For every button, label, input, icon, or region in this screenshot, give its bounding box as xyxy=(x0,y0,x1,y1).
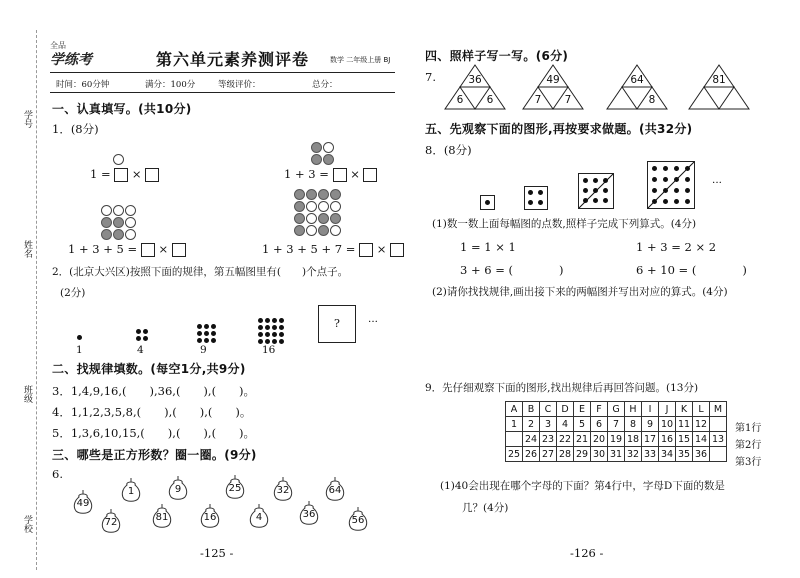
q6-label: 6. xyxy=(52,467,63,481)
subject-info: 数学 二年级上册 BJ xyxy=(330,56,391,64)
times-sign: × xyxy=(350,167,360,181)
grade-eval: 等级评价： xyxy=(218,80,261,90)
margin-label-school: 学校 xyxy=(22,515,32,533)
triangle-right-value: 7 xyxy=(564,94,572,106)
page-title: 第六单元素养测评卷 xyxy=(156,50,310,69)
q8-ellipsis: ··· xyxy=(712,177,723,189)
answer-box[interactable] xyxy=(172,243,186,257)
pear-value: 9 xyxy=(174,484,182,495)
answer-box[interactable] xyxy=(145,168,159,182)
brand-main: 学练考 xyxy=(50,52,92,68)
q2-text: 2．(北京大兴区)按照下面的规律，第五幅图里有( )个点子。 xyxy=(52,266,349,278)
q3-text: 3．1,4,9,16,( ),36,( ),( )。 xyxy=(52,384,256,398)
page-number-right: -126 - xyxy=(570,546,604,560)
q8-part2: (2)请你找找规律,画出接下来的两幅图并写出对应的算式。(4分) xyxy=(432,286,728,298)
pear-number[interactable] xyxy=(298,500,320,526)
brand-logo xyxy=(50,40,106,66)
triangle-left-value: 6 xyxy=(456,94,464,106)
answer-box[interactable] xyxy=(390,243,404,257)
section2-title: 二、找规律填数。(每空1分,共9分) xyxy=(52,362,246,376)
q1-label: 1．(8分) xyxy=(52,122,99,136)
margin-label-class: 班级 xyxy=(22,385,32,403)
table-row: 1 2 3 4 5 6 7 8 9 10 11 12 xyxy=(506,417,727,432)
triangle-top-value: 81 xyxy=(712,74,726,86)
header-rule xyxy=(50,72,395,73)
dot-square-2 xyxy=(524,186,548,210)
pear-value: 4 xyxy=(255,512,263,523)
formula-b-text: 1 + 3 = xyxy=(284,167,329,181)
q9-part1-cont: 几？(4分) xyxy=(462,502,509,514)
q8-part1: (1)数一数上面每幅图的点数,照样子完成下列算式。(4分) xyxy=(432,218,697,230)
triangle-shape xyxy=(688,64,750,110)
q2-answer-box[interactable] xyxy=(318,305,356,343)
letter-number-table xyxy=(505,401,727,462)
answer-box[interactable] xyxy=(363,168,377,182)
pear-number[interactable] xyxy=(324,476,346,502)
pear-number[interactable] xyxy=(167,475,189,501)
q2-points: (2分) xyxy=(60,287,86,299)
triangle-top-value: 64 xyxy=(630,74,644,86)
dot-empty xyxy=(113,154,124,165)
row-label: 第3行 xyxy=(735,457,762,468)
answer-box[interactable] xyxy=(114,168,128,182)
brand-top: 全品 xyxy=(50,41,66,50)
q1-formula-b xyxy=(284,167,377,182)
number-triangle xyxy=(522,64,584,110)
formula-a-text: 1 = xyxy=(90,167,111,181)
section5-title: 五、先观察下面的图形,再按要求做题。(共32分) xyxy=(425,122,693,136)
pear-number[interactable] xyxy=(120,477,142,503)
triangle-top-value: 49 xyxy=(546,74,560,86)
question-mark: ? xyxy=(334,317,340,330)
full-score: 满分：100分 xyxy=(145,80,196,90)
margin-label-student-id: 学号 xyxy=(22,110,32,128)
q1-formula-a xyxy=(90,167,159,182)
q9-part1: (1)40会出现在哪个字母的下面？第4行中，字母D下面的数是 xyxy=(440,480,725,492)
section1-title: 一、认真填写。(共10分) xyxy=(52,102,192,116)
q5-text: 5．1,3,6,10,15,( ),( ),( )。 xyxy=(52,426,256,440)
pear-number[interactable] xyxy=(199,503,221,529)
table-row: 25 26 27 28 29 30 31 32 33 34 35 36 xyxy=(506,447,727,462)
answer-box[interactable] xyxy=(141,243,155,257)
dot-square-4 xyxy=(647,161,695,209)
q1-formula-c xyxy=(68,242,186,257)
pear-value: 16 xyxy=(203,512,217,523)
dot-label: 4 xyxy=(137,344,144,356)
times-sign: × xyxy=(376,242,387,256)
margin-label-name: 姓名 xyxy=(22,240,32,258)
header-rule-bottom xyxy=(50,92,395,93)
dot-label: 16 xyxy=(262,344,276,356)
pear-value: 1 xyxy=(127,486,135,497)
table-row: 24 23 22 21 20 19 18 17 16 15 14 13 xyxy=(506,432,727,447)
q9-label: 9．先仔细观察下面的图形,找出规律后再回答问题。(13分) xyxy=(425,382,699,394)
diagonal-line xyxy=(579,174,613,208)
section3-title: 三、哪些是正方形数？圈一圈。(9分) xyxy=(52,448,257,462)
pear-value: 32 xyxy=(276,485,290,496)
triangle-top-value: 36 xyxy=(468,74,482,86)
time-limit: 时间：60分钟 xyxy=(56,80,110,90)
number-triangle xyxy=(444,64,506,110)
pear-number[interactable] xyxy=(224,474,246,500)
dot-label: 1 xyxy=(76,344,83,356)
pear-number[interactable] xyxy=(100,508,122,534)
row-label: 第2行 xyxy=(735,440,762,451)
pear-value: 36 xyxy=(302,509,316,520)
section4-title: 四、照样子写一写。(6分) xyxy=(425,49,569,63)
pear-number[interactable] xyxy=(151,503,173,529)
times-sign: × xyxy=(158,242,169,256)
total-score: 总分： xyxy=(312,80,338,90)
pear-value: 64 xyxy=(328,485,342,496)
table-header-row: A B C D E F G H I J K L M xyxy=(506,402,727,417)
dot-square-3 xyxy=(578,173,614,209)
row-label: 第1行 xyxy=(735,423,762,434)
page-number-left: -125 - xyxy=(200,546,234,560)
pear-number[interactable] xyxy=(347,506,369,532)
pear-number[interactable] xyxy=(272,476,294,502)
answer-box[interactable] xyxy=(359,243,373,257)
q1-formula-d xyxy=(262,242,404,257)
triangle-right-value: 6 xyxy=(486,94,494,106)
number-triangle xyxy=(688,64,750,110)
pear-value: 25 xyxy=(228,483,242,494)
q2-ellipsis: ··· xyxy=(368,316,379,328)
q4-text: 4．1,1,2,3,5,8,( ),( ),( )。 xyxy=(52,405,252,419)
q8-eq2: 1 + 3 = 2 × 2 xyxy=(636,240,717,254)
diagonal-line xyxy=(648,162,694,208)
q8-eq4[interactable]: 6 + 10 = ( ) xyxy=(636,263,747,277)
pear-value: 81 xyxy=(155,512,169,523)
pear-number[interactable] xyxy=(248,503,270,529)
formula-d-text: 1 + 3 + 5 + 7 = xyxy=(262,242,356,256)
q8-label: 8．(8分) xyxy=(425,143,472,157)
binding-margin xyxy=(0,30,46,570)
pear-value: 49 xyxy=(76,498,90,509)
formula-c-text: 1 + 3 + 5 = xyxy=(68,242,138,256)
pear-number[interactable] xyxy=(72,489,94,515)
q8-eq3[interactable]: 3 + 6 = ( ) xyxy=(460,263,564,277)
q8-eq1: 1 = 1 × 1 xyxy=(460,240,516,254)
q7-label: 7. xyxy=(425,70,436,84)
triangle-left-value: 7 xyxy=(534,94,542,106)
dot-label: 9 xyxy=(200,344,207,356)
answer-box[interactable] xyxy=(333,168,347,182)
pear-value: 56 xyxy=(351,515,365,526)
pear-value: 72 xyxy=(104,517,118,528)
triangle-right-value: 8 xyxy=(648,94,656,106)
number-triangle xyxy=(606,64,668,110)
times-sign: × xyxy=(131,167,142,181)
dot-square-1 xyxy=(480,195,495,210)
